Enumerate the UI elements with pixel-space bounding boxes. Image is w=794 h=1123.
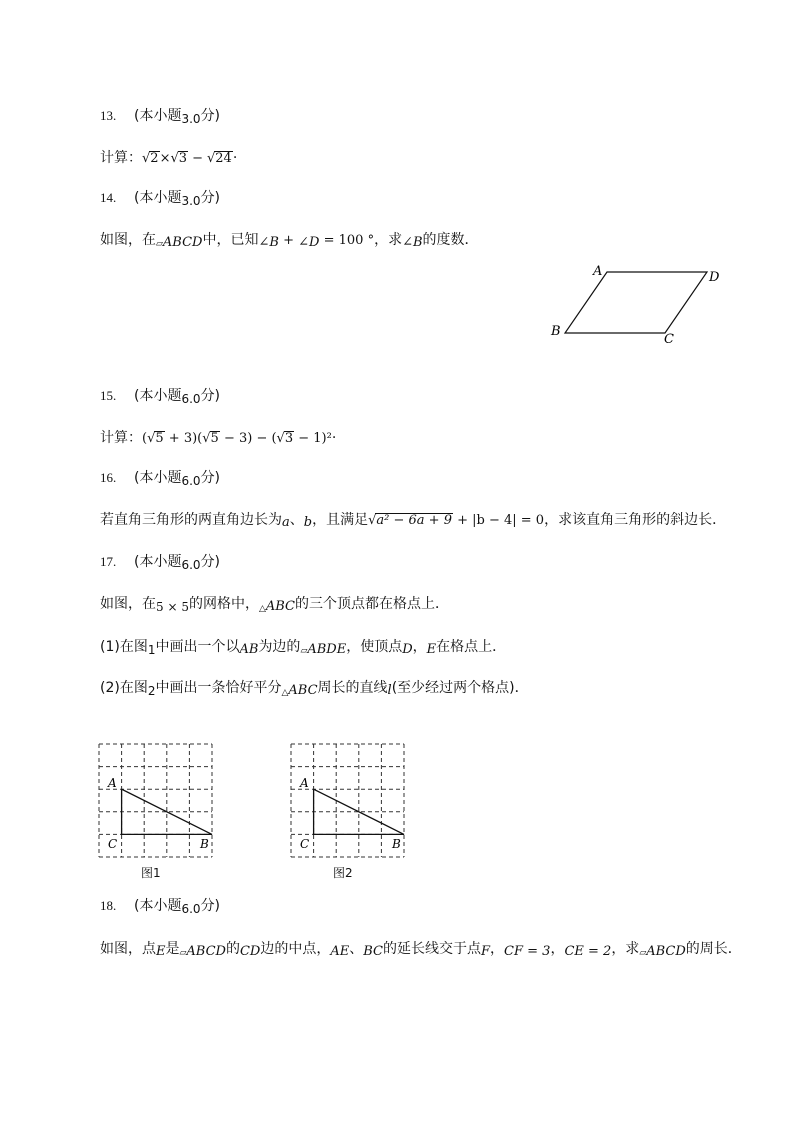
- text: 的周长．: [685, 941, 742, 957]
- times-sign: ×: [159, 151, 171, 166]
- plus-sign: +: [278, 233, 299, 248]
- radicand: 5: [210, 431, 219, 446]
- grid-figure-1: [96, 740, 220, 862]
- vertex-a-label: A: [593, 264, 603, 279]
- figure-2-caption: 图2: [333, 866, 353, 880]
- separator: 、: [289, 512, 304, 528]
- radicand: 3: [178, 151, 188, 166]
- radicand: 5: [155, 431, 164, 446]
- separator: ，: [412, 639, 427, 655]
- end-dot: ·: [331, 430, 337, 446]
- grid-figure-2: [288, 740, 412, 862]
- q16-body: [100, 510, 726, 531]
- text: 如图，在: [100, 596, 156, 612]
- math-var: ABCD: [186, 944, 226, 959]
- score-label-end: 分): [200, 108, 221, 124]
- expression-part: − 1)²: [294, 431, 332, 446]
- text: (1)在图: [100, 639, 148, 655]
- score-label-end: 分): [200, 554, 221, 570]
- text: 若直角三角形的两直角边长为: [100, 512, 282, 528]
- vertex-c-label: C: [664, 332, 674, 347]
- radicand: a² − 6a + 9: [376, 513, 452, 528]
- sqrt-sign: √: [142, 151, 151, 166]
- vertex-b-label: B: [551, 324, 561, 339]
- q17-part1: [100, 637, 506, 659]
- math-var: ABDE: [307, 642, 347, 657]
- score-label: (本小题: [134, 470, 182, 486]
- score-label: (本小题: [134, 898, 182, 914]
- parallelogram-symbol: ▱: [156, 239, 163, 249]
- text: 是: [165, 941, 180, 957]
- radicand: 2: [150, 151, 159, 166]
- text: 周长的直线: [317, 680, 388, 696]
- score-label: (本小题: [134, 388, 182, 404]
- sqrt-sign: √: [202, 431, 211, 446]
- expression-part: + |b − 4| = 0: [452, 513, 545, 528]
- text: 为边的: [258, 639, 301, 655]
- question-number: 17.: [100, 554, 117, 569]
- text: (至少经过两个格点): [391, 680, 515, 696]
- score-value: 3.0: [181, 194, 201, 208]
- math-equation: CF = 3: [504, 944, 551, 959]
- vertex-a-label: A: [300, 776, 309, 790]
- math-var: ABC: [288, 683, 318, 698]
- text: 中画出一个以: [155, 639, 240, 655]
- math-equation: CE = 2: [564, 944, 612, 959]
- math-var: a: [282, 515, 290, 530]
- math-var: BC: [363, 944, 383, 959]
- math-var: b: [303, 515, 313, 530]
- text: 如图，点: [100, 941, 156, 957]
- expression-part: (: [142, 431, 148, 446]
- end-dot: ·: [232, 150, 238, 166]
- math-var: AE: [330, 944, 350, 959]
- expression-part: + 3)(: [164, 431, 203, 446]
- angle-symbol: ∠: [402, 235, 413, 250]
- sqrt-sign: √: [368, 513, 377, 528]
- parallelogram-symbol: ▱: [179, 948, 187, 958]
- grid-size: 5 × 5: [156, 600, 189, 614]
- sqrt-sign: √: [276, 431, 285, 446]
- triangle-symbol: △: [281, 688, 289, 698]
- score-label-end: 分): [200, 388, 221, 404]
- question-number: 13.: [100, 108, 117, 123]
- score-value: 6.0: [181, 474, 201, 488]
- q13-body: [100, 148, 237, 169]
- vertex-d-label: D: [709, 270, 720, 285]
- q18-header: [100, 896, 220, 916]
- separator: ，: [490, 941, 505, 957]
- math-var: E: [156, 944, 166, 959]
- text: 中画出一条恰好平分: [155, 680, 282, 696]
- q14-header: [100, 188, 220, 208]
- figure-number: 2: [147, 684, 156, 698]
- sqrt-sign: √: [170, 151, 179, 166]
- minus-sign: −: [192, 151, 203, 166]
- math-var: D: [309, 235, 320, 250]
- q15-body: [100, 428, 336, 449]
- score-label: (本小题: [134, 190, 182, 206]
- angle-symbol: ∠: [258, 235, 270, 250]
- q14-body: [100, 230, 479, 252]
- sqrt-sign: √: [147, 431, 156, 446]
- text: ，求: [374, 232, 403, 248]
- math-var: CD: [239, 944, 261, 959]
- text: 在格点上．: [436, 639, 507, 655]
- question-number: 18.: [100, 898, 117, 913]
- text: ，求该直角三角形的斜边长．: [544, 512, 727, 528]
- text: (2)在图: [100, 680, 148, 696]
- text: 中，已知: [202, 232, 259, 248]
- question-number: 14.: [100, 190, 117, 205]
- math-var: ABC: [265, 599, 296, 614]
- question-number: 15.: [100, 388, 117, 403]
- score-value: 6.0: [181, 902, 201, 916]
- math-var: ABCD: [646, 944, 686, 959]
- math-var: B: [412, 235, 423, 250]
- parallelogram-symbol: ▱: [300, 646, 308, 656]
- math-var: l: [387, 683, 392, 698]
- figure-number: 1: [147, 643, 156, 657]
- parallelogram-figure: [545, 262, 730, 347]
- score-label-end: 分): [200, 898, 221, 914]
- q17-body: [100, 594, 449, 616]
- sqrt-sign: √: [206, 151, 216, 166]
- separator: 、: [349, 941, 364, 957]
- score-label-end: 分): [200, 190, 221, 206]
- vertex-c-label: C: [108, 837, 118, 851]
- text: 的三个顶点都在格点上．: [295, 596, 450, 612]
- figure-1-caption: 图1: [141, 866, 161, 880]
- math-var: D: [402, 642, 413, 657]
- score-label-end: 分): [200, 470, 221, 486]
- score-value: 3.0: [181, 112, 201, 126]
- vertex-c-label: C: [300, 837, 310, 851]
- vertex-a-label: A: [108, 776, 117, 790]
- question-number: 16.: [100, 470, 117, 485]
- math-var: F: [481, 944, 491, 959]
- q13-header: [100, 106, 220, 126]
- text: 的: [225, 941, 240, 957]
- math-var: B: [269, 235, 279, 250]
- text: ，且满足: [312, 512, 369, 528]
- text: ，使顶点: [346, 639, 403, 655]
- score-label: (本小题: [134, 108, 182, 124]
- radicand: 24: [215, 151, 232, 166]
- separator: ，: [550, 941, 565, 957]
- q17-part2: [100, 678, 529, 700]
- text: 边的中点，: [260, 941, 331, 957]
- q18-body: [100, 939, 742, 961]
- expression-part: − 3) − (: [219, 431, 277, 446]
- score-value: 6.0: [181, 558, 201, 572]
- radicand: 3: [284, 431, 294, 446]
- equation-value: = 100 °: [319, 233, 375, 248]
- math-var: AB: [239, 642, 259, 657]
- q15-header: [100, 386, 220, 406]
- math-var: ABCD: [162, 235, 203, 250]
- compute-prefix: 计算：: [100, 150, 142, 166]
- text: 的延长线交于点: [383, 941, 481, 957]
- q17-header: [100, 552, 220, 572]
- vertex-b-label: B: [392, 837, 401, 851]
- text: 如图，在: [100, 232, 156, 248]
- text: 的度数．: [422, 232, 479, 248]
- vertex-b-label: B: [200, 837, 209, 851]
- triangle-symbol: △: [258, 604, 266, 614]
- score-value: 6.0: [181, 392, 201, 406]
- q16-header: [100, 468, 220, 488]
- parallelogram-symbol: ▱: [639, 948, 647, 958]
- math-var: E: [426, 642, 437, 657]
- text: 的网格中，: [188, 596, 259, 612]
- text: ，求: [611, 941, 640, 957]
- score-label: (本小题: [134, 554, 182, 570]
- compute-prefix: 计算：: [100, 430, 142, 446]
- parallelogram-shape: [565, 272, 707, 333]
- angle-symbol: ∠: [298, 235, 310, 250]
- text: ．: [514, 680, 529, 696]
